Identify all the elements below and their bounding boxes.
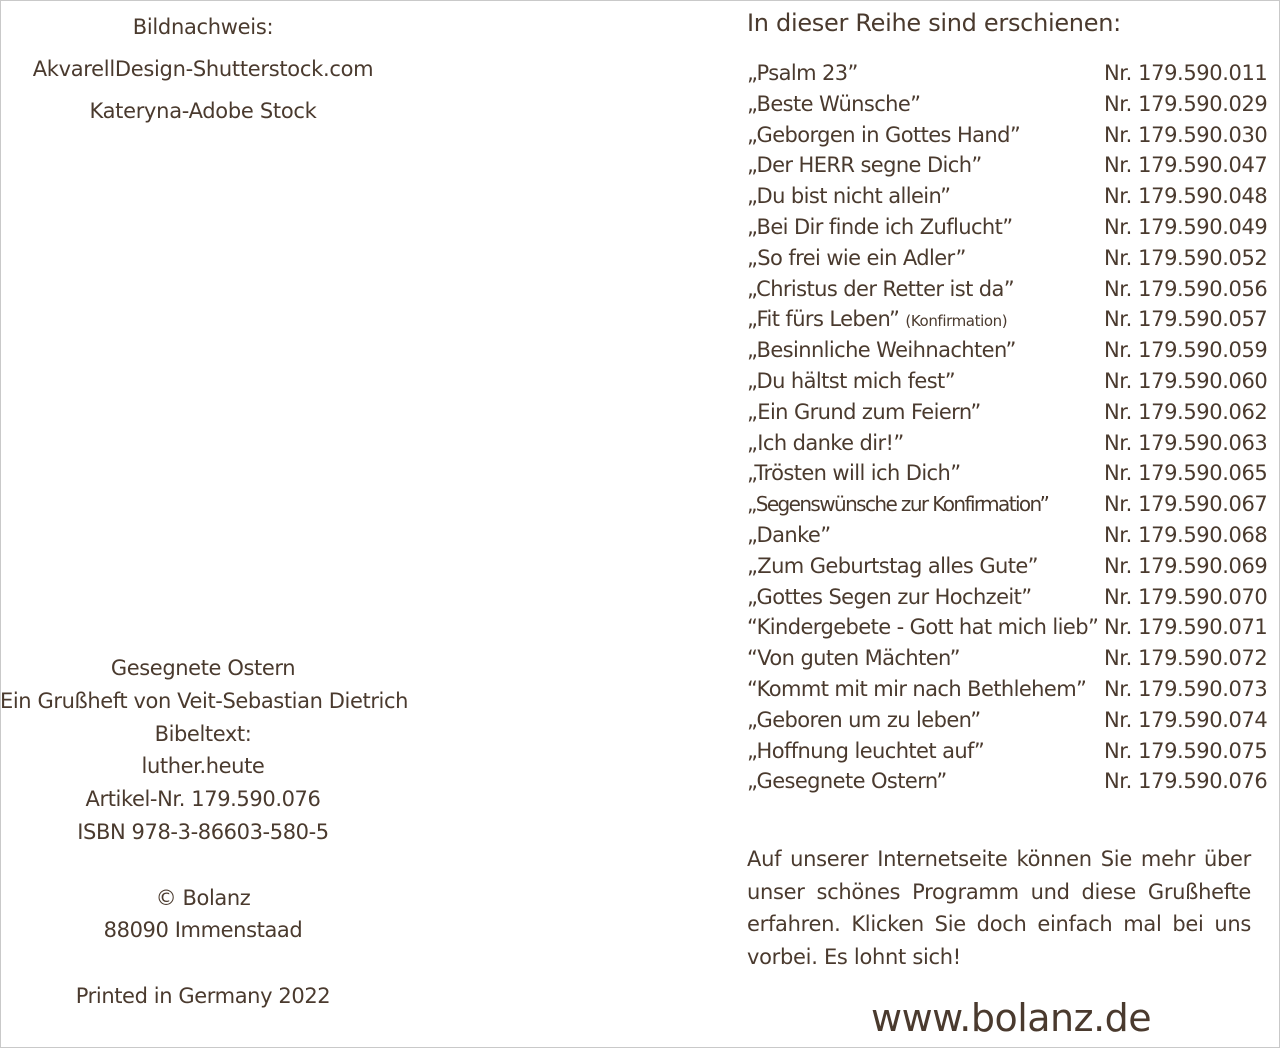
series-item bbox=[747, 428, 1268, 459]
series-title bbox=[747, 212, 1013, 243]
series-number: Nr. 179.590.067 bbox=[1104, 492, 1268, 517]
series-number: Nr. 179.590.062 bbox=[1104, 399, 1268, 424]
series-title-text: “Kommt mit mir nach Bethlehem” bbox=[747, 676, 1087, 701]
publisher-address: 88090 Immenstaad bbox=[103, 918, 303, 943]
series-number: Nr. 179.590.069 bbox=[1104, 553, 1268, 578]
series-title bbox=[747, 58, 858, 89]
imprint bbox=[0, 652, 409, 1013]
series-number: Nr. 179.590.030 bbox=[1104, 122, 1268, 147]
series-item bbox=[747, 612, 1268, 643]
series-item bbox=[747, 489, 1268, 520]
series-number: Nr. 179.590.076 bbox=[1104, 769, 1268, 794]
series-title bbox=[747, 397, 981, 428]
series-item bbox=[747, 366, 1268, 397]
series-item bbox=[747, 120, 1268, 151]
series-item bbox=[747, 551, 1268, 582]
series-item bbox=[747, 181, 1268, 212]
series-title-text: „Besinnliche Weihnachten” bbox=[747, 338, 1016, 363]
series-title bbox=[747, 766, 947, 797]
series-title-text: „Gesegnete Ostern” bbox=[747, 769, 947, 794]
series-number: Nr. 179.590.011 bbox=[1104, 61, 1268, 85]
series-item bbox=[747, 243, 1268, 274]
series-item bbox=[747, 520, 1268, 551]
series-title bbox=[747, 181, 950, 212]
series-title bbox=[747, 150, 982, 181]
series-number: Nr. 179.590.074 bbox=[1104, 707, 1268, 732]
series-title-text: „Zum Geburtstag alles Gute” bbox=[747, 553, 1038, 578]
isbn: ISBN 978-3-86603-580-5 bbox=[77, 819, 329, 844]
series-title bbox=[747, 489, 1048, 520]
series-title bbox=[747, 674, 1086, 705]
series-item bbox=[747, 335, 1268, 366]
series-title-text: „Christus der Retter ist da” bbox=[747, 276, 1015, 301]
series-title-text: „Hoffnung leuchtet auf” bbox=[747, 738, 985, 763]
series-number: Nr. 179.590.060 bbox=[1104, 368, 1268, 393]
series-number: Nr. 179.590.075 bbox=[1104, 738, 1268, 763]
series-number: Nr. 179.590.048 bbox=[1104, 184, 1268, 209]
series-title-text: „Geborgen in Gottes Hand” bbox=[747, 122, 1021, 147]
series-title-text: „Ein Grund zum Feiern” bbox=[747, 399, 981, 424]
series-number: Nr. 179.590.068 bbox=[1104, 522, 1268, 547]
series-number: Nr. 179.590.072 bbox=[1104, 646, 1268, 671]
series-number: Nr. 179.590.065 bbox=[1104, 461, 1268, 486]
series-title-text: „So frei wie ein Adler” bbox=[747, 245, 966, 270]
series-item bbox=[747, 58, 1268, 89]
series-title bbox=[747, 243, 966, 274]
series-title bbox=[747, 428, 904, 459]
booklet-subtitle: Ein Grußheft von Veit-Sebastian Dietrich bbox=[0, 688, 409, 713]
series-title bbox=[747, 705, 980, 736]
series-number: Nr. 179.590.056 bbox=[1104, 276, 1268, 301]
series-item bbox=[747, 89, 1268, 120]
series-item bbox=[747, 736, 1268, 767]
credit-line: AkvarellDesign-Shutterstock.com bbox=[32, 57, 374, 81]
series-item bbox=[747, 643, 1268, 674]
series-heading: In dieser Reihe sind erschienen: bbox=[747, 9, 1121, 37]
copyright: © Bolanz bbox=[155, 885, 251, 910]
series-item bbox=[747, 674, 1268, 705]
series-title bbox=[747, 643, 960, 674]
series-title bbox=[747, 366, 955, 397]
series-title bbox=[747, 274, 1014, 305]
bible-label: Bibeltext: bbox=[154, 721, 252, 746]
bible-source: luther.heute bbox=[141, 754, 265, 779]
series-title bbox=[747, 458, 961, 489]
series-title bbox=[747, 612, 1098, 643]
series-title-text: „Du bist nicht allein” bbox=[747, 184, 951, 209]
series-title bbox=[747, 582, 1032, 613]
series-title-text: „Psalm 23” bbox=[747, 61, 858, 85]
series-item bbox=[747, 766, 1268, 797]
series-title-text: „Der HERR segne Dich” bbox=[747, 153, 982, 178]
series-title-text: „Beste Wünsche” bbox=[747, 91, 921, 116]
series-item bbox=[747, 705, 1268, 736]
series-title-text: „Gottes Segen zur Hochzeit” bbox=[747, 584, 1032, 609]
booklet-title: Gesegnete Ostern bbox=[110, 656, 296, 680]
series-item bbox=[747, 582, 1268, 613]
article-number: Artikel-Nr. 179.590.076 bbox=[85, 787, 321, 812]
series-title-text: „Trösten will ich Dich” bbox=[747, 461, 961, 486]
series-title-text: „Bei Dir finde ich Zuflucht” bbox=[747, 214, 1013, 239]
series-title-text: „Ich danke dir!” bbox=[747, 430, 904, 455]
series-item bbox=[747, 274, 1268, 305]
series-title bbox=[747, 520, 831, 551]
website-link[interactable]: www.bolanz.de bbox=[871, 996, 1152, 1040]
series-number: Nr. 179.590.052 bbox=[1104, 245, 1268, 270]
series-title-text: „Geboren um zu leben” bbox=[747, 707, 981, 732]
promo-text: Auf unserer Internetseite können Sie mehr über unser schönes Programm und diese Grußhefte erfahren. Klicken Sie doch einfach mal bei uns vorbei. Es lohnt sich! bbox=[747, 847, 1251, 969]
series-number: Nr. 179.590.071 bbox=[1104, 615, 1268, 640]
series-number: Nr. 179.590.070 bbox=[1104, 584, 1268, 609]
series-item bbox=[747, 150, 1268, 181]
series-note: (Konfirmation) bbox=[905, 312, 1008, 331]
series-title bbox=[747, 736, 984, 767]
series-title bbox=[747, 89, 920, 120]
series-title-text: „Du hältst mich fest” bbox=[747, 368, 955, 393]
series-title-text: “Kindergebete - Gott hat mich lieb” bbox=[747, 615, 1099, 640]
series-title-text: „Fit fürs Leben” bbox=[747, 307, 900, 332]
series-item bbox=[747, 397, 1268, 428]
series-number: Nr. 179.590.073 bbox=[1104, 676, 1268, 701]
series-number: Nr. 179.590.063 bbox=[1104, 430, 1268, 455]
series-number: Nr. 179.590.029 bbox=[1104, 91, 1268, 116]
series-item bbox=[747, 458, 1268, 489]
series-item bbox=[747, 304, 1268, 335]
credit-line: Kateryna-Adobe Stock bbox=[89, 99, 317, 123]
image-credits bbox=[0, 6, 406, 132]
series-title-text: “Von guten Mächten” bbox=[747, 646, 960, 671]
series-title bbox=[747, 120, 1020, 151]
printed-note: Printed in Germany 2022 bbox=[75, 983, 331, 1008]
credits-heading: Bildnachweis: bbox=[132, 15, 274, 39]
series-number: Nr. 179.590.049 bbox=[1104, 214, 1268, 239]
series-list bbox=[747, 58, 1268, 797]
series-title-text: „Segenswünsche zur Konfirmation” bbox=[747, 492, 1049, 517]
series-number: Nr. 179.590.047 bbox=[1104, 153, 1268, 178]
series-title-text: „Danke” bbox=[747, 522, 831, 547]
series-number: Nr. 179.590.059 bbox=[1104, 338, 1268, 363]
series-title bbox=[747, 335, 1016, 366]
series-number: Nr. 179.590.057 bbox=[1104, 307, 1268, 332]
series-title bbox=[747, 304, 1007, 337]
series-item bbox=[747, 212, 1268, 243]
series-title bbox=[747, 551, 1038, 582]
